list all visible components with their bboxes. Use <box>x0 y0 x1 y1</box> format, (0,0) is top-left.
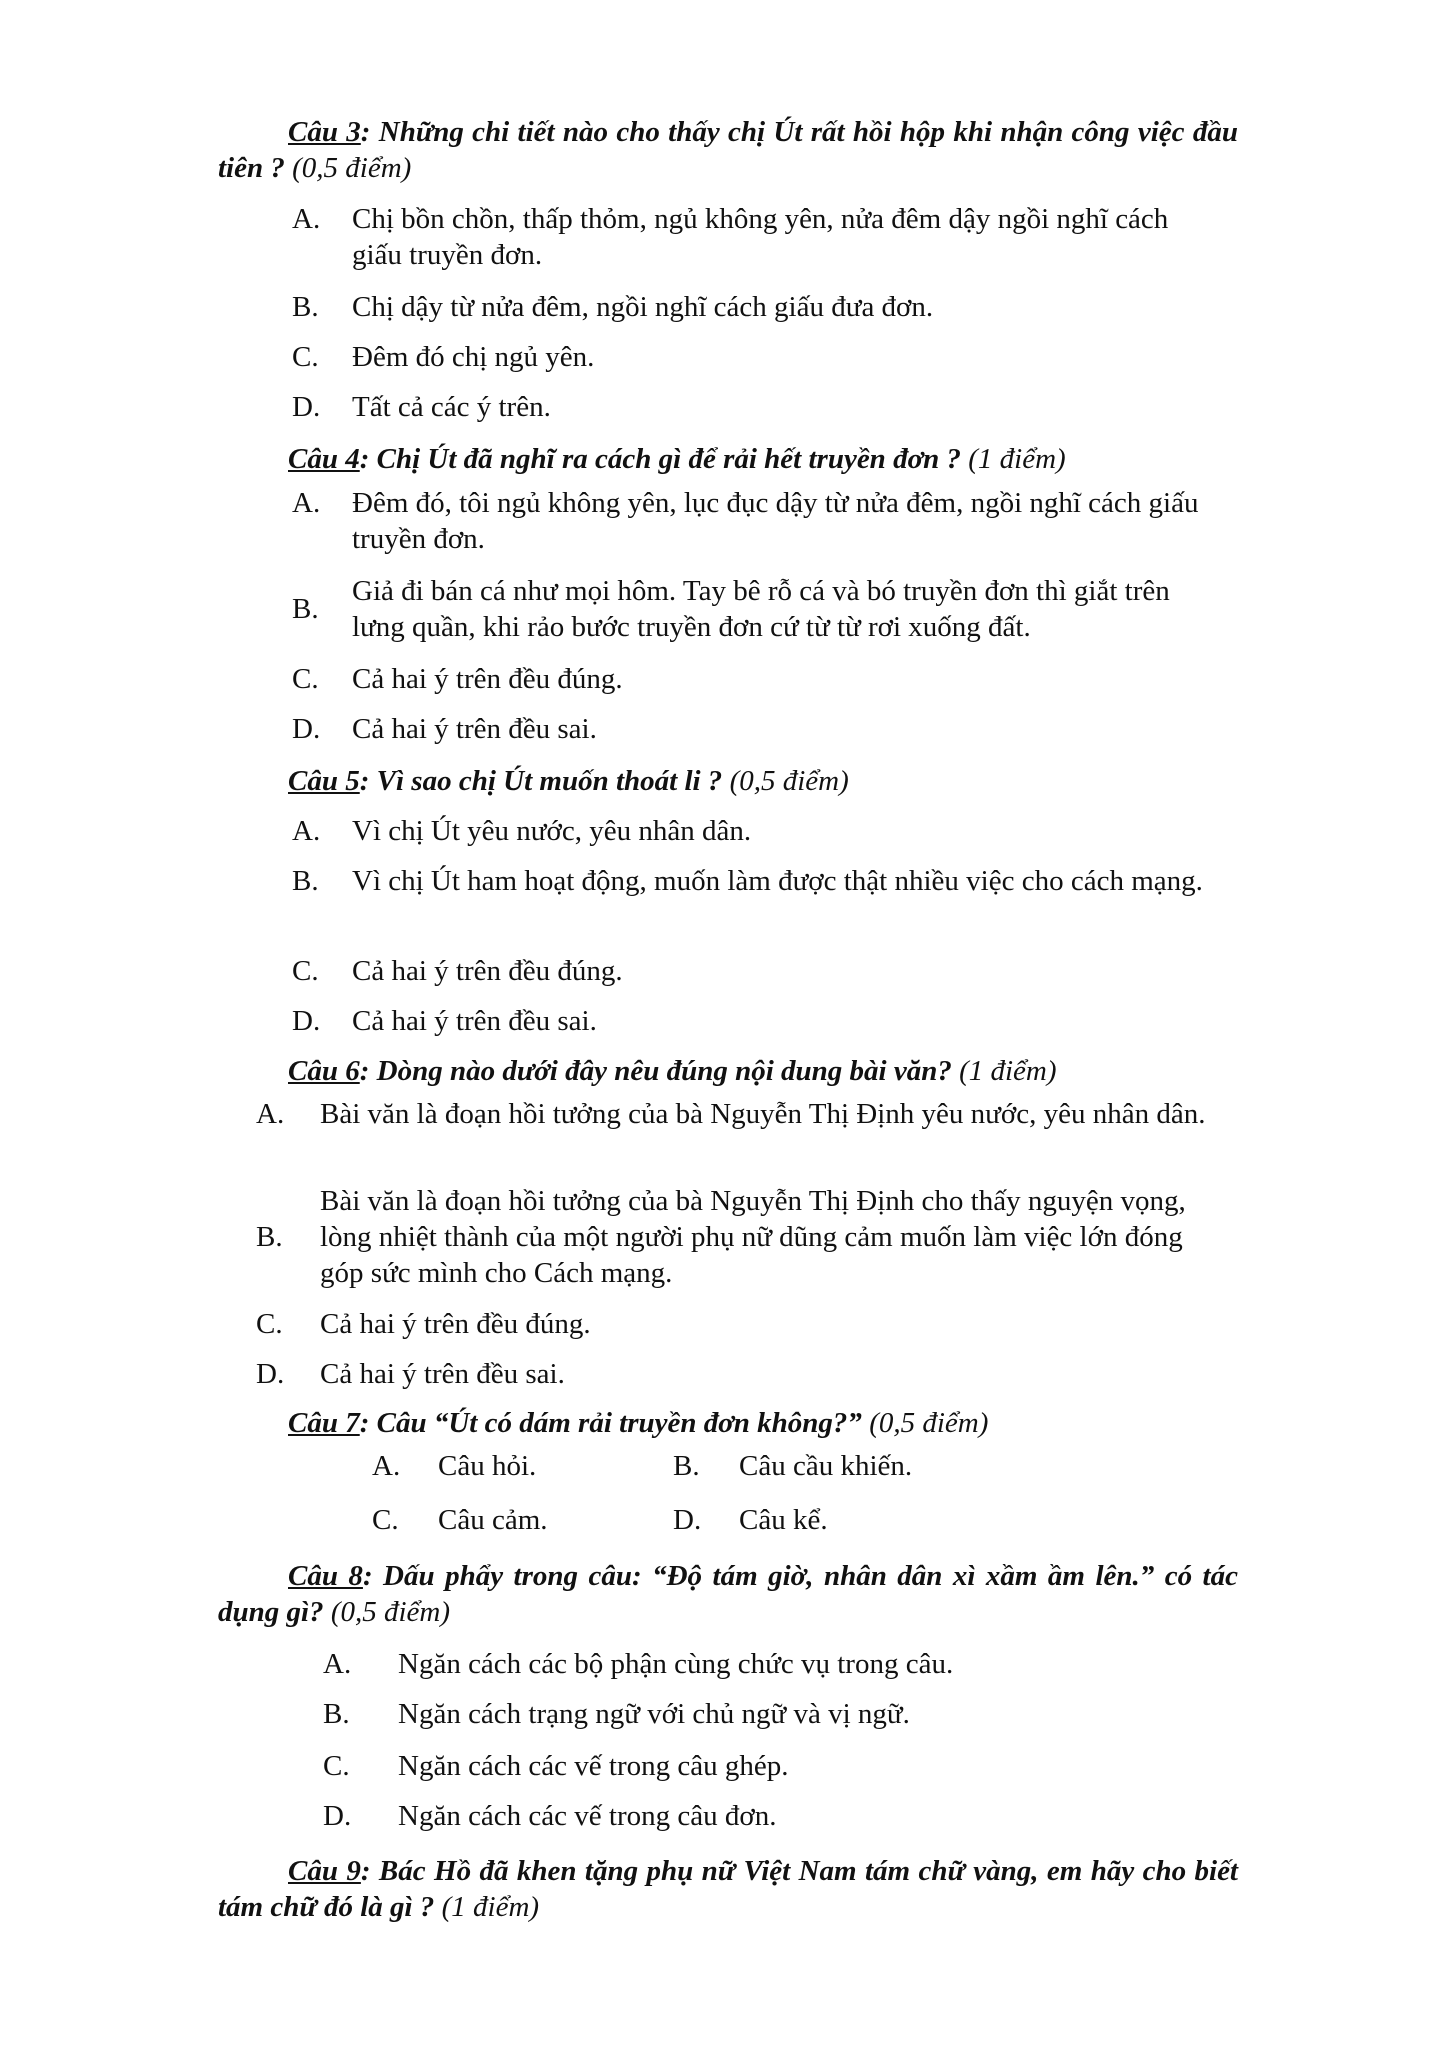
option-text: Cả hai ý trên đều sai. <box>352 1005 597 1037</box>
question-7-points: (0,5 điểm) <box>861 1407 989 1439</box>
option-text: Đêm đó chị ngủ yên. <box>352 341 595 373</box>
question-3-label: Câu 3 <box>288 116 361 148</box>
option-key: C. <box>323 1750 350 1782</box>
option-key: A. <box>323 1648 352 1680</box>
option-text: Ngăn cách các vế trong câu đơn. <box>398 1800 777 1832</box>
option-text: Câu cảm. <box>438 1504 548 1536</box>
option-text: Ngăn cách trạng ngữ với chủ ngữ và vị ngữ. <box>398 1698 910 1730</box>
question-9-points: (1 điểm) <box>434 1891 540 1923</box>
question-4-text: : Chị Út đã nghĩ ra cách gì để rải hết truyền đơn ? <box>359 443 962 475</box>
option-text: Cả hai ý trên đều đúng. <box>352 663 623 695</box>
option-key: D. <box>292 391 321 423</box>
option-text: Cả hai ý trên đều sai. <box>352 713 597 745</box>
option-text: Bài văn là đoạn hồi tưởng của bà Nguyễn Thị Định yêu nước, yêu nhân dân. <box>320 1098 1206 1130</box>
option-key: D. <box>323 1800 352 1832</box>
option-text: Cả hai ý trên đều sai. <box>320 1358 565 1390</box>
question-3 <box>218 114 1238 186</box>
question-7-text: : Câu “Út có dám rải truyền đơn không?” <box>359 1407 862 1439</box>
option-key: B. <box>292 593 319 625</box>
option-text: Ngăn cách các bộ phận cùng chức vụ trong câu. <box>398 1648 954 1680</box>
option-text: Chị bồn chồn, thấp thỏm, ngủ không yên, nửa đêm dậy ngồi nghĩ cách giấu truyền đơn. <box>352 203 1169 271</box>
option-key: A. <box>292 487 321 519</box>
question-4-points: (1 điểm) <box>961 443 1066 475</box>
option-text: Đêm đó, tôi ngủ không yên, lục đục dậy từ nửa đêm, ngồi nghĩ cách giấu truyền đơn. <box>352 487 1199 555</box>
question-6 <box>288 1053 1248 1089</box>
question-6-text: : Dòng nào dưới đây nêu đúng nội dung bài văn? <box>359 1055 952 1087</box>
option-text: Câu cầu khiến. <box>739 1450 913 1482</box>
option-key: B. <box>292 291 319 323</box>
option-key: B. <box>256 1221 283 1253</box>
question-5-text: : Vì sao chị Út muốn thoát li ? <box>359 765 723 797</box>
option-text: Chị dậy từ nửa đêm, ngồi nghĩ cách giấu đưa đơn. <box>352 291 934 323</box>
question-8-label: Câu 8 <box>288 1560 363 1592</box>
question-7-label: Câu 7 <box>288 1407 360 1439</box>
option-text: Câu hỏi. <box>438 1450 537 1482</box>
option-key: D. <box>673 1504 702 1536</box>
question-8 <box>218 1558 1238 1630</box>
option-text: Vì chị Út ham hoạt động, muốn làm được thật nhiều việc cho cách mạng. <box>352 865 1203 897</box>
option-key: C. <box>292 663 319 695</box>
option-key: C. <box>292 341 319 373</box>
option-key: D. <box>256 1358 285 1390</box>
option-text: Ngăn cách các vế trong câu ghép. <box>398 1750 789 1782</box>
question-5-label: Câu 5 <box>288 765 360 797</box>
option-text: Bài văn là đoạn hồi tưởng của bà Nguyễn Thị Định cho thấy nguyện vọng, lòng nhiệt thành của một người phụ nữ dũng cảm muốn làm việc lớn đóng góp sức mình cho Cách mạng. <box>320 1185 1186 1289</box>
option-key: A. <box>292 203 321 235</box>
question-9-label: Câu 9 <box>288 1855 361 1887</box>
option-key: B. <box>292 865 319 897</box>
question-6-points: (1 điểm) <box>951 1055 1057 1087</box>
option-key: C. <box>256 1308 283 1340</box>
option-key: B. <box>323 1698 350 1730</box>
option-text: Câu kể. <box>739 1504 828 1536</box>
option-key: D. <box>292 1005 321 1037</box>
question-5 <box>288 763 1248 799</box>
question-5-points: (0,5 điểm) <box>722 765 849 797</box>
question-4 <box>288 441 1248 477</box>
option-key: D. <box>292 713 321 745</box>
option-key: A. <box>292 815 321 847</box>
question-3-text: : Những chi tiết nào cho thấy chị Út rất hồi hộp khi nhận công việc đầu tiên ? <box>218 116 1238 184</box>
option-key: C. <box>372 1504 399 1536</box>
option-text: Cả hai ý trên đều đúng. <box>320 1308 591 1340</box>
question-8-points: (0,5 điểm) <box>323 1596 451 1628</box>
option-key: C. <box>292 955 319 987</box>
question-7 <box>288 1405 1248 1441</box>
question-6-label: Câu 6 <box>288 1055 360 1087</box>
question-9 <box>218 1853 1238 1925</box>
question-3-points: (0,5 điểm) <box>284 152 412 184</box>
option-key: A. <box>372 1450 401 1482</box>
question-8-text: : Dấu phẩy trong câu: “Độ tám giờ, nhân dân xì xầm ầm lên.” có tác dụng gì? <box>218 1560 1238 1628</box>
option-text: Vì chị Út yêu nước, yêu nhân dân. <box>352 815 752 847</box>
option-key: A. <box>256 1098 285 1130</box>
option-text: Giả đi bán cá như mọi hôm. Tay bê rỗ cá và bó truyền đơn thì giắt trên lưng quần, khi rảo bước truyền đơn cứ từ từ rơi xuống đất. <box>352 575 1170 643</box>
option-key: B. <box>673 1450 700 1482</box>
question-9-text: : Bác Hồ đã khen tặng phụ nữ Việt Nam tám chữ vàng, em hãy cho biết tám chữ đó là gì ? <box>218 1855 1238 1923</box>
question-4-label: Câu 4 <box>288 443 360 475</box>
option-text: Tất cả các ý trên. <box>352 391 551 423</box>
option-text: Cả hai ý trên đều đúng. <box>352 955 623 987</box>
